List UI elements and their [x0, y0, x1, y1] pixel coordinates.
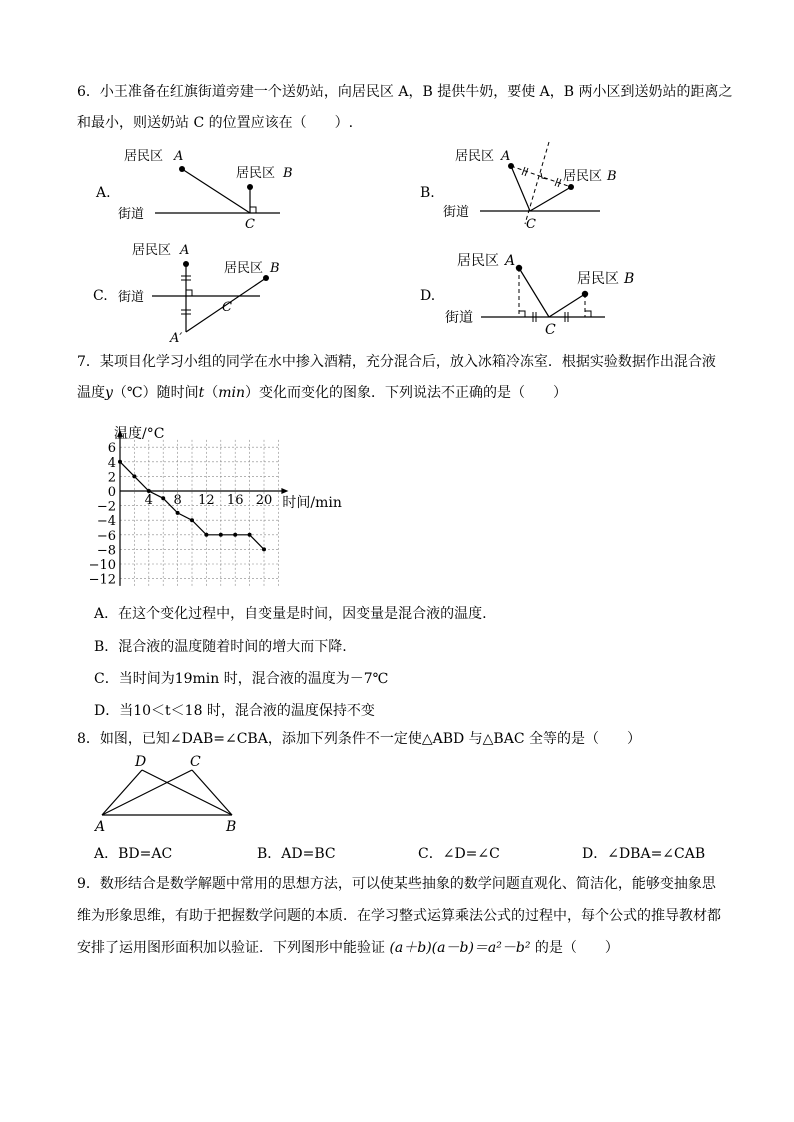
y-tick-label: 4 [107, 455, 116, 471]
y-tick-label: −12 [88, 572, 116, 588]
data-point [219, 533, 223, 537]
data-point [118, 460, 122, 464]
q8-C: C [190, 754, 201, 770]
q6-a-street: 街道 [118, 207, 145, 222]
q6-a-A: A [174, 149, 184, 164]
q6-c-label: C. [93, 288, 108, 304]
q6-d-C: C [545, 322, 556, 338]
q9-line1: 9．数形结合是数学解题中常用的思想方法，可以使某些抽象的数学问题直观化、简洁化，能够变抽象思 [77, 876, 716, 892]
q6-d-B: B [624, 271, 635, 287]
q6-c-C: C [222, 300, 232, 315]
q7-option-a: A．在这个变化过程中，自变量是时间，因变量是混合液的温度. [94, 606, 487, 622]
q9-line2: 维为形象思维，有助于把握数学问题的本质．在学习整式运算乘法公式的过程中，每个公式的推导教材都 [77, 908, 721, 924]
q6-c-resA: 居民区 [132, 243, 172, 258]
q6-c-A-prime: A′ [170, 331, 183, 346]
q6-b-resA: 居民区 [455, 149, 495, 164]
q6-b-B: B [607, 169, 617, 184]
data-point [248, 533, 252, 537]
q6-b-street: 街道 [443, 205, 470, 220]
q7-option-b: B．混合液的温度随着时间的增大而下降. [94, 639, 347, 655]
q9-formula: (a＋b)(a－b)＝a²－b² [389, 940, 531, 956]
q6-d-A: A [505, 253, 516, 269]
q6-d-label: D. [420, 288, 436, 304]
q8-B: B [226, 819, 237, 835]
q7-option-c: C．当时间为19min 时，混合液的温度为－7℃ [94, 671, 389, 687]
y-tick-label: −2 [96, 499, 116, 515]
q7-line2-d: ）变化而变化的图象．下列说法不正确的是（ ） [245, 385, 568, 401]
chart-ylabel: 温度/°C [114, 425, 165, 442]
x-axis-arrow [281, 488, 288, 494]
q8-A: A [95, 819, 106, 835]
q7-line2-c: （ [204, 385, 219, 401]
q6-d-resA: 居民区 [457, 253, 499, 269]
q6-a-C: C [245, 217, 255, 232]
q6-c-A: A [180, 243, 190, 258]
q6-b-A: A [501, 149, 511, 164]
q6-option-a-figure [90, 140, 293, 235]
q7-option-d: D．当10＜t＜18 时，混合液的温度保持不变 [94, 703, 375, 719]
q6-d-street: 街道 [445, 310, 473, 326]
q6-c-street: 街道 [118, 290, 145, 305]
q8-option-c: C．∠D=∠C [418, 846, 500, 862]
q8-D: D [135, 754, 147, 770]
q6-a-resA: 居民区 [124, 149, 164, 164]
q6-option-b-figure [415, 140, 615, 235]
q6-a-B: B [283, 166, 293, 181]
data-point [161, 496, 165, 500]
q9-line3 [77, 935, 619, 961]
q7-unit-min: min [218, 385, 246, 401]
x-tick-label: 12 [198, 493, 215, 508]
data-point [262, 547, 266, 551]
q6-line1: 6．小王准备在红旗街道旁建一个送奶站，向居民区 A，B 提供牛奶，要使 A，B 两小区到送奶站的距离之 [77, 84, 733, 100]
q6-a-label: A. [96, 185, 111, 201]
y-tick-label: −10 [88, 558, 116, 573]
temperature-chart [90, 412, 360, 592]
y-tick-label: −4 [96, 514, 116, 530]
x-tick-label: 8 [173, 493, 182, 508]
q6-b-C: C [526, 217, 536, 232]
q8-line: 8．如图，已知∠DAB=∠CBA，添加下列条件不一定使△ABD 与△BAC 全等的是（ ） [77, 731, 641, 747]
q8-option-d: D．∠DBA=∠CAB [582, 846, 706, 862]
q6-b-label: B. [420, 185, 435, 201]
q6-c-resB: 居民区 [224, 261, 264, 276]
chart-grid [120, 440, 278, 586]
q9-line3-end: 的是（ ） [534, 940, 619, 956]
data-point [204, 533, 208, 537]
y-tick-label: −6 [96, 528, 116, 544]
x-tick-label: 4 [144, 493, 153, 508]
q6-option-d-figure [415, 240, 635, 340]
q7-line1: 7．某项目化学习小组的同学在水中掺入酒精，充分混合后，放入冰箱冷冻室．根据实验数据作出混合液 [77, 354, 716, 370]
x-tick-label: 20 [255, 493, 273, 508]
data-point [190, 518, 194, 522]
q8-figure [90, 752, 250, 834]
y-tick-label: 0 [107, 485, 116, 500]
q6-b-resB: 居民区 [563, 169, 603, 184]
x-tick-label: 16 [226, 493, 244, 508]
q7-var-t: t [198, 385, 205, 401]
q6-c-B: B [270, 261, 280, 276]
q7-line2-b: （℃）随时间 [112, 385, 199, 401]
q9-line3-text: 安排了运用图形面积加以验证．下列图形中能验证 [77, 940, 385, 956]
y-tick-label: 6 [107, 441, 116, 457]
chart-xlabel: 时间/min [282, 495, 342, 511]
y-tick-label: 2 [107, 470, 116, 486]
q6-d-resB: 居民区 [577, 271, 619, 287]
data-point [132, 474, 136, 478]
y-tick-label: −8 [96, 543, 116, 559]
q7-var-y: y [105, 385, 113, 401]
q6-option-c-figure [90, 240, 300, 345]
data-point [233, 533, 237, 537]
q6-a-resB: 居民区 [236, 166, 276, 181]
data-point [176, 511, 180, 515]
q6-line2: 和最小，则送奶站 C 的位置应该在（ ）. [77, 115, 354, 131]
data-point [147, 489, 151, 493]
q7-line2 [77, 380, 567, 406]
q8-option-a: A．BD=AC [94, 846, 173, 862]
q8-option-b: B．AD=BC [257, 846, 336, 862]
q7-line2-a: 温度 [77, 385, 105, 401]
